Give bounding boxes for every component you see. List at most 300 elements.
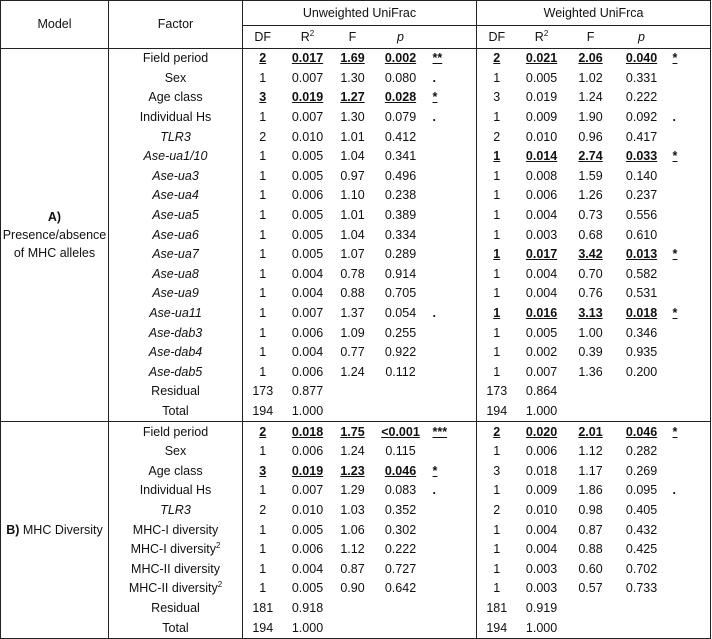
weighted-sig-cell bbox=[669, 225, 711, 245]
weighted-f-cell: 0.57 bbox=[578, 581, 603, 596]
weighted-sig-cell bbox=[669, 167, 711, 187]
unweighted-p-cell: 0.222 bbox=[384, 542, 417, 557]
weighted-f-cell: 0.68 bbox=[578, 227, 603, 242]
weighted-df-cell: 2 bbox=[493, 502, 501, 517]
unweighted-sig-cell: *** bbox=[429, 422, 477, 442]
unweighted-sig-cell bbox=[429, 186, 477, 206]
section-b-body bbox=[1, 422, 711, 639]
header-weighted-p: p bbox=[615, 26, 669, 49]
unweighted-f-cell bbox=[333, 618, 373, 638]
unweighted-df-cell: 1 bbox=[259, 345, 267, 360]
weighted-r2-cell: 0.864 bbox=[525, 384, 558, 399]
factor-cell bbox=[109, 108, 243, 128]
unweighted-r2-cell: 0.006 bbox=[291, 444, 324, 459]
factor-cell bbox=[109, 245, 243, 265]
factor-name: Ase-ua1/10 bbox=[143, 149, 208, 164]
weighted-p-cell: 0.046 bbox=[625, 424, 658, 439]
unweighted-f-cell: 1.06 bbox=[340, 522, 365, 537]
factor-name: Ase-ua5 bbox=[152, 208, 199, 223]
weighted-df-cell: 1 bbox=[493, 483, 501, 498]
factor-superscript: 2 bbox=[217, 580, 223, 590]
unweighted-p-cell: 0.115 bbox=[385, 444, 416, 459]
weighted-r2-cell: 0.005 bbox=[525, 70, 558, 85]
weighted-f-cell: 0.96 bbox=[578, 129, 603, 144]
unweighted-f-cell: 0.77 bbox=[340, 345, 365, 360]
unweighted-p-cell: 0.334 bbox=[384, 227, 417, 242]
weighted-p-cell: 0.702 bbox=[625, 561, 658, 576]
factor-cell bbox=[109, 127, 243, 147]
unweighted-p-cell: 0.642 bbox=[384, 581, 417, 596]
weighted-f-cell: 1.24 bbox=[578, 90, 603, 105]
weighted-r2-cell: 0.003 bbox=[525, 561, 558, 576]
unweighted-r2-cell: 0.006 bbox=[291, 325, 324, 340]
weighted-df-cell: 2 bbox=[493, 424, 501, 439]
unweighted-f-cell: 1.24 bbox=[340, 444, 365, 459]
weighted-r2-cell: 0.021 bbox=[525, 51, 558, 66]
factor-name: TLR3 bbox=[160, 502, 191, 517]
unweighted-p-cell: 0.079 bbox=[384, 110, 417, 125]
factor-cell bbox=[109, 618, 243, 638]
weighted-sig-cell bbox=[669, 559, 711, 579]
section-a-body bbox=[1, 49, 711, 422]
factor-name: TLR3 bbox=[160, 129, 191, 144]
unweighted-df-cell: 1 bbox=[259, 70, 267, 85]
factor-cell bbox=[109, 304, 243, 324]
unweighted-p-cell: 0.302 bbox=[384, 522, 417, 537]
unweighted-sig-cell bbox=[429, 540, 477, 560]
weighted-sig-cell bbox=[669, 186, 711, 206]
weighted-df-cell: 173 bbox=[486, 384, 508, 399]
unweighted-r2-cell: 0.017 bbox=[291, 51, 324, 66]
unweighted-p-cell: 0.496 bbox=[384, 168, 417, 183]
header-model: Model bbox=[1, 1, 109, 49]
unweighted-r2-cell: 0.005 bbox=[291, 208, 324, 223]
unweighted-sig-cell bbox=[429, 245, 477, 265]
unweighted-df-cell: 1 bbox=[259, 483, 267, 498]
unweighted-sig-cell bbox=[429, 225, 477, 245]
weighted-f-cell bbox=[567, 618, 615, 638]
unweighted-df-cell: 194 bbox=[243, 402, 283, 422]
unweighted-f-cell: 1.01 bbox=[340, 129, 365, 144]
unweighted-f-cell: 0.97 bbox=[340, 168, 365, 183]
unweighted-sig-cell bbox=[429, 599, 477, 619]
factor-cell bbox=[109, 501, 243, 521]
weighted-r2-cell: 0.006 bbox=[525, 444, 558, 459]
weighted-f-cell: 0.70 bbox=[578, 266, 603, 281]
unweighted-df-cell: 2 bbox=[259, 502, 267, 517]
weighted-p-cell bbox=[615, 599, 669, 619]
unweighted-p-cell: 0.914 bbox=[384, 266, 417, 281]
weighted-df-cell: 1 bbox=[493, 168, 501, 183]
weighted-p-cell: 0.269 bbox=[625, 463, 658, 478]
header-weighted-unifrac: Weighted UniFrca bbox=[477, 1, 711, 26]
header-factor: Factor bbox=[109, 1, 243, 49]
weighted-f-cell: 2.06 bbox=[578, 51, 603, 66]
weighted-r2-cell: 0.010 bbox=[525, 502, 558, 517]
factor-cell bbox=[109, 265, 243, 285]
weighted-df-cell: 1 bbox=[493, 364, 501, 379]
unweighted-r2-cell: 0.005 bbox=[291, 522, 324, 537]
weighted-f-cell: 1.12 bbox=[578, 444, 603, 459]
unweighted-f-cell: 1.07 bbox=[340, 247, 365, 262]
weighted-df-cell: 3 bbox=[493, 90, 501, 105]
unweighted-r2-cell: 0.005 bbox=[291, 149, 324, 164]
unweighted-f-cell: 1.27 bbox=[340, 90, 365, 105]
unweighted-df-cell: 173 bbox=[252, 384, 274, 399]
model-label-a bbox=[1, 49, 109, 422]
weighted-r2-cell: 1.000 bbox=[517, 618, 567, 638]
factor-name: Field period bbox=[142, 51, 209, 66]
weighted-f-cell: 0.87 bbox=[578, 522, 603, 537]
factor-name: Ase-dab5 bbox=[148, 364, 203, 379]
unweighted-f-cell: 1.03 bbox=[340, 502, 365, 517]
unweighted-df-cell: 1 bbox=[259, 227, 267, 242]
weighted-sig-cell: * bbox=[669, 49, 711, 69]
weighted-df-cell: 1 bbox=[493, 188, 501, 203]
header-unweighted-f: F bbox=[333, 26, 373, 49]
factor-name: Ase-ua6 bbox=[152, 227, 199, 242]
factor-name: Ase-dab4 bbox=[148, 345, 203, 360]
weighted-f-cell: 1.90 bbox=[578, 110, 603, 125]
weighted-sig-cell bbox=[669, 127, 711, 147]
unweighted-f-cell bbox=[333, 599, 373, 619]
weighted-sig-cell bbox=[669, 520, 711, 540]
factor-name: Sex bbox=[164, 70, 187, 85]
unweighted-f-cell: 0.88 bbox=[340, 286, 365, 301]
unweighted-df-cell: 1 bbox=[259, 110, 267, 125]
unweighted-r2-cell: 0.877 bbox=[291, 384, 324, 399]
unweighted-f-cell bbox=[333, 402, 373, 422]
unweighted-sig-cell bbox=[429, 579, 477, 599]
weighted-p-cell: 0.040 bbox=[625, 51, 658, 66]
weighted-sig-cell bbox=[669, 206, 711, 226]
factor-name: Individual Hs bbox=[139, 483, 212, 498]
unweighted-sig-cell bbox=[429, 442, 477, 462]
unweighted-r2-cell: 0.005 bbox=[291, 247, 324, 262]
factor-cell bbox=[109, 147, 243, 167]
unweighted-r2-cell: 0.918 bbox=[291, 600, 324, 615]
unweighted-sig-cell bbox=[429, 323, 477, 343]
factor-cell bbox=[109, 579, 243, 599]
unweighted-df-cell: 1 bbox=[259, 522, 267, 537]
unweighted-p-cell: 0.705 bbox=[384, 286, 417, 301]
factor-name: Residual bbox=[151, 600, 200, 615]
unweighted-r2-cell: 0.004 bbox=[291, 345, 324, 360]
unweighted-f-cell: 1.29 bbox=[340, 483, 365, 498]
header-weighted-df: DF bbox=[477, 26, 517, 49]
weighted-r2-cell: 0.005 bbox=[525, 325, 558, 340]
factor-name: MHC-I diversity bbox=[132, 522, 219, 537]
weighted-p-cell: 0.432 bbox=[625, 522, 658, 537]
model-a-label: A) bbox=[47, 210, 62, 225]
unweighted-sig-cell bbox=[429, 265, 477, 285]
unweighted-p-cell bbox=[373, 382, 429, 402]
unweighted-r2-cell: 0.006 bbox=[291, 188, 324, 203]
weighted-r2-cell: 0.017 bbox=[525, 247, 558, 262]
weighted-sig-cell: * bbox=[669, 422, 711, 442]
factor-cell bbox=[109, 88, 243, 108]
weighted-sig-cell bbox=[669, 284, 711, 304]
unweighted-f-cell: 1.10 bbox=[340, 188, 365, 203]
weighted-p-cell: 0.018 bbox=[625, 306, 658, 321]
factor-name: Ase-ua7 bbox=[152, 247, 199, 262]
factor-cell bbox=[109, 382, 243, 402]
weighted-p-cell: 0.200 bbox=[625, 364, 658, 379]
unweighted-sig-cell bbox=[429, 520, 477, 540]
weighted-p-cell bbox=[615, 618, 669, 638]
unweighted-r2-cell: 0.010 bbox=[291, 502, 324, 517]
factor-cell bbox=[109, 49, 243, 69]
factor-name: Ase-ua4 bbox=[152, 188, 199, 203]
unweighted-f-cell: 1.75 bbox=[340, 424, 365, 439]
unweighted-sig-cell: * bbox=[429, 88, 477, 108]
weighted-df-cell: 181 bbox=[486, 600, 508, 615]
weighted-df-cell: 1 bbox=[493, 325, 501, 340]
weighted-f-cell: 1.00 bbox=[578, 325, 603, 340]
r2-base-text: R bbox=[300, 29, 310, 44]
unweighted-p-cell: 0.080 bbox=[384, 70, 417, 85]
unweighted-f-cell: 0.90 bbox=[340, 581, 365, 596]
weighted-p-cell: 0.425 bbox=[625, 542, 658, 557]
model-label-b bbox=[1, 422, 109, 639]
unweighted-f-cell: 1.12 bbox=[340, 542, 365, 557]
unweighted-df-cell: 1 bbox=[259, 364, 267, 379]
unweighted-r2-cell: 0.005 bbox=[291, 227, 324, 242]
weighted-df-cell: 1 bbox=[493, 208, 501, 223]
factor-name: Ase-ua8 bbox=[152, 266, 199, 281]
weighted-f-cell: 0.76 bbox=[578, 286, 603, 301]
weighted-r2-cell: 0.003 bbox=[525, 581, 558, 596]
weighted-sig-cell bbox=[669, 343, 711, 363]
weighted-p-cell bbox=[615, 402, 669, 422]
weighted-f-cell bbox=[567, 599, 615, 619]
factor-cell bbox=[109, 481, 243, 501]
weighted-p-cell: 0.733 bbox=[625, 581, 658, 596]
weighted-df-cell: 1 bbox=[493, 444, 501, 459]
weighted-f-cell: 1.02 bbox=[578, 70, 603, 85]
weighted-p-cell: 0.095 bbox=[625, 483, 658, 498]
r2-superscript: 2 bbox=[309, 28, 315, 38]
unweighted-f-cell: 0.87 bbox=[340, 561, 365, 576]
weighted-p-cell: 0.237 bbox=[625, 188, 658, 203]
weighted-sig-cell bbox=[669, 69, 711, 89]
weighted-f-cell: 1.36 bbox=[578, 364, 603, 379]
weighted-r2-cell: 0.004 bbox=[525, 542, 558, 557]
weighted-sig-cell: * bbox=[669, 304, 711, 324]
weighted-f-cell: 0.60 bbox=[578, 561, 603, 576]
weighted-f-cell: 3.42 bbox=[578, 247, 603, 262]
weighted-f-cell: 2.01 bbox=[578, 424, 603, 439]
factor-name: Total bbox=[162, 403, 189, 418]
header-unweighted-df: DF bbox=[243, 26, 283, 49]
unweighted-df-cell: 3 bbox=[259, 463, 267, 478]
weighted-f-cell: 3.13 bbox=[578, 306, 603, 321]
unweighted-sig-cell bbox=[429, 284, 477, 304]
unweighted-p-cell: 0.238 bbox=[384, 188, 417, 203]
header-weighted-f: F bbox=[567, 26, 615, 49]
weighted-r2-cell: 0.020 bbox=[525, 424, 558, 439]
weighted-r2-cell: 0.009 bbox=[525, 483, 558, 498]
unweighted-df-cell: 1 bbox=[259, 149, 267, 164]
unweighted-r2-cell: 0.010 bbox=[291, 129, 324, 144]
weighted-f-cell: 0.39 bbox=[578, 345, 603, 360]
unweighted-sig-cell bbox=[429, 147, 477, 167]
factor-name: Ase-ua3 bbox=[152, 168, 199, 183]
weighted-f-cell: 1.17 bbox=[578, 463, 603, 478]
unweighted-df-cell: 1 bbox=[259, 542, 267, 557]
unweighted-df-cell: 2 bbox=[259, 51, 267, 66]
unweighted-p-cell bbox=[373, 402, 429, 422]
r2-base-text: R bbox=[534, 29, 544, 44]
weighted-p-cell: 0.610 bbox=[625, 227, 658, 242]
weighted-p-cell: 0.013 bbox=[625, 247, 658, 262]
unweighted-f-cell: 1.04 bbox=[340, 227, 365, 242]
weighted-df-cell: 1 bbox=[493, 247, 501, 262]
unweighted-p-cell bbox=[373, 618, 429, 638]
unweighted-df-cell: 1 bbox=[259, 266, 267, 281]
weighted-sig-cell bbox=[669, 461, 711, 481]
weighted-p-cell: 0.092 bbox=[625, 110, 658, 125]
factor-cell bbox=[109, 422, 243, 442]
unweighted-sig-cell bbox=[429, 167, 477, 187]
factor-name: Sex bbox=[164, 444, 187, 459]
unweighted-r2-cell: 0.006 bbox=[291, 364, 324, 379]
factor-name: Total bbox=[162, 620, 189, 635]
unweighted-r2-cell: 0.005 bbox=[291, 581, 324, 596]
factor-superscript: 2 bbox=[215, 540, 221, 550]
factor-name: MHC-II diversity bbox=[128, 581, 218, 596]
unweighted-p-cell: 0.289 bbox=[384, 247, 417, 262]
unweighted-p-cell: 0.389 bbox=[384, 208, 417, 223]
weighted-p-cell: 0.405 bbox=[625, 502, 658, 517]
factor-name: Ase-ua11 bbox=[149, 306, 202, 321]
weighted-r2-cell: 0.007 bbox=[525, 364, 558, 379]
weighted-f-cell: 0.98 bbox=[578, 502, 603, 517]
weighted-df-cell: 194 bbox=[477, 618, 517, 638]
unweighted-f-cell bbox=[333, 382, 373, 402]
unweighted-p-cell: 0.083 bbox=[384, 483, 417, 498]
weighted-p-cell: 0.582 bbox=[625, 266, 658, 281]
weighted-df-cell: 1 bbox=[493, 561, 501, 576]
weighted-r2-cell: 0.009 bbox=[525, 110, 558, 125]
factor-name: Age class bbox=[148, 90, 203, 105]
factor-name: Field period bbox=[142, 424, 209, 439]
weighted-r2-cell: 0.019 bbox=[525, 90, 558, 105]
factor-cell bbox=[109, 69, 243, 89]
table-row bbox=[1, 422, 711, 442]
unweighted-p-cell: 0.341 bbox=[384, 149, 417, 164]
factor-cell bbox=[109, 343, 243, 363]
factor-name: Individual Hs bbox=[139, 110, 212, 125]
unweighted-sig-cell: . bbox=[429, 108, 477, 128]
unweighted-sig-cell: * bbox=[429, 461, 477, 481]
unweighted-sig-cell bbox=[429, 127, 477, 147]
weighted-p-cell: 0.417 bbox=[625, 129, 658, 144]
factor-name: MHC-II diversity bbox=[131, 561, 220, 576]
factor-cell bbox=[109, 206, 243, 226]
factor-cell bbox=[109, 284, 243, 304]
unweighted-df-cell: 181 bbox=[252, 600, 274, 615]
header-weighted-sig bbox=[669, 26, 711, 49]
unweighted-p-cell: 0.727 bbox=[384, 561, 417, 576]
unweighted-sig-cell: . bbox=[429, 481, 477, 501]
unweighted-r2-cell: 0.006 bbox=[291, 542, 324, 557]
weighted-df-cell: 2 bbox=[493, 51, 501, 66]
unweighted-p-cell: 0.412 bbox=[384, 129, 417, 144]
factor-cell bbox=[109, 402, 243, 422]
unweighted-df-cell: 1 bbox=[259, 286, 267, 301]
weighted-sig-cell bbox=[669, 501, 711, 521]
weighted-r2-cell: 0.018 bbox=[525, 463, 558, 478]
weighted-r2-cell: 0.919 bbox=[525, 600, 558, 615]
weighted-r2-cell: 0.004 bbox=[525, 266, 558, 281]
factor-cell bbox=[109, 167, 243, 187]
model-a-desc-line1: Presence/absence bbox=[2, 228, 107, 243]
weighted-df-cell: 1 bbox=[493, 522, 501, 537]
unweighted-df-cell: 2 bbox=[259, 129, 267, 144]
factor-name: Age class bbox=[148, 463, 203, 478]
unweighted-sig-cell bbox=[429, 206, 477, 226]
unweighted-r2-cell: 0.005 bbox=[291, 168, 324, 183]
weighted-df-cell: 1 bbox=[493, 286, 501, 301]
r2-superscript: 2 bbox=[543, 28, 549, 38]
factor-cell bbox=[109, 559, 243, 579]
weighted-p-cell: 0.140 bbox=[625, 168, 658, 183]
unweighted-r2-cell: 0.019 bbox=[291, 463, 324, 478]
weighted-p-cell: 0.331 bbox=[625, 70, 658, 85]
unweighted-r2-cell: 0.019 bbox=[291, 90, 324, 105]
weighted-r2-cell: 0.003 bbox=[525, 227, 558, 242]
weighted-f-cell: 1.26 bbox=[578, 188, 603, 203]
unweighted-f-cell: 1.24 bbox=[340, 364, 365, 379]
weighted-sig-cell bbox=[669, 88, 711, 108]
weighted-sig-cell bbox=[669, 579, 711, 599]
unweighted-r2-cell: 1.000 bbox=[283, 402, 333, 422]
weighted-df-cell: 194 bbox=[477, 402, 517, 422]
weighted-sig-cell bbox=[669, 599, 711, 619]
unweighted-f-cell: 1.09 bbox=[340, 325, 365, 340]
unweighted-r2-cell: 0.004 bbox=[291, 266, 324, 281]
unweighted-r2-cell: 0.007 bbox=[291, 306, 324, 321]
weighted-p-cell: 0.346 bbox=[625, 325, 658, 340]
unweighted-df-cell: 194 bbox=[243, 618, 283, 638]
unweighted-df-cell: 1 bbox=[259, 561, 267, 576]
weighted-sig-cell bbox=[669, 363, 711, 383]
weighted-r2-cell: 0.008 bbox=[525, 168, 558, 183]
unweighted-df-cell: 1 bbox=[259, 325, 267, 340]
weighted-f-cell: 1.59 bbox=[578, 168, 603, 183]
unweighted-r2-cell: 0.007 bbox=[291, 483, 324, 498]
unweighted-r2-cell: 0.007 bbox=[291, 70, 324, 85]
weighted-df-cell: 1 bbox=[493, 70, 501, 85]
weighted-sig-cell: * bbox=[669, 147, 711, 167]
factor-name: Residual bbox=[151, 384, 200, 399]
weighted-f-cell: 2.74 bbox=[578, 149, 603, 164]
weighted-r2-cell: 1.000 bbox=[517, 402, 567, 422]
unweighted-f-cell: 1.23 bbox=[340, 463, 365, 478]
unweighted-r2-cell: 0.004 bbox=[291, 286, 324, 301]
header-unweighted-unifrac: Unweighted UniFrac bbox=[243, 1, 477, 26]
unweighted-p-cell: 0.028 bbox=[384, 90, 417, 105]
factor-name: MHC-I diversity bbox=[130, 542, 216, 557]
weighted-f-cell: 1.86 bbox=[578, 483, 603, 498]
factor-cell bbox=[109, 323, 243, 343]
weighted-r2-cell: 0.016 bbox=[525, 306, 558, 321]
factor-cell bbox=[109, 599, 243, 619]
weighted-df-cell: 2 bbox=[493, 129, 501, 144]
factor-cell bbox=[109, 186, 243, 206]
unweighted-r2-cell: 0.007 bbox=[291, 110, 324, 125]
